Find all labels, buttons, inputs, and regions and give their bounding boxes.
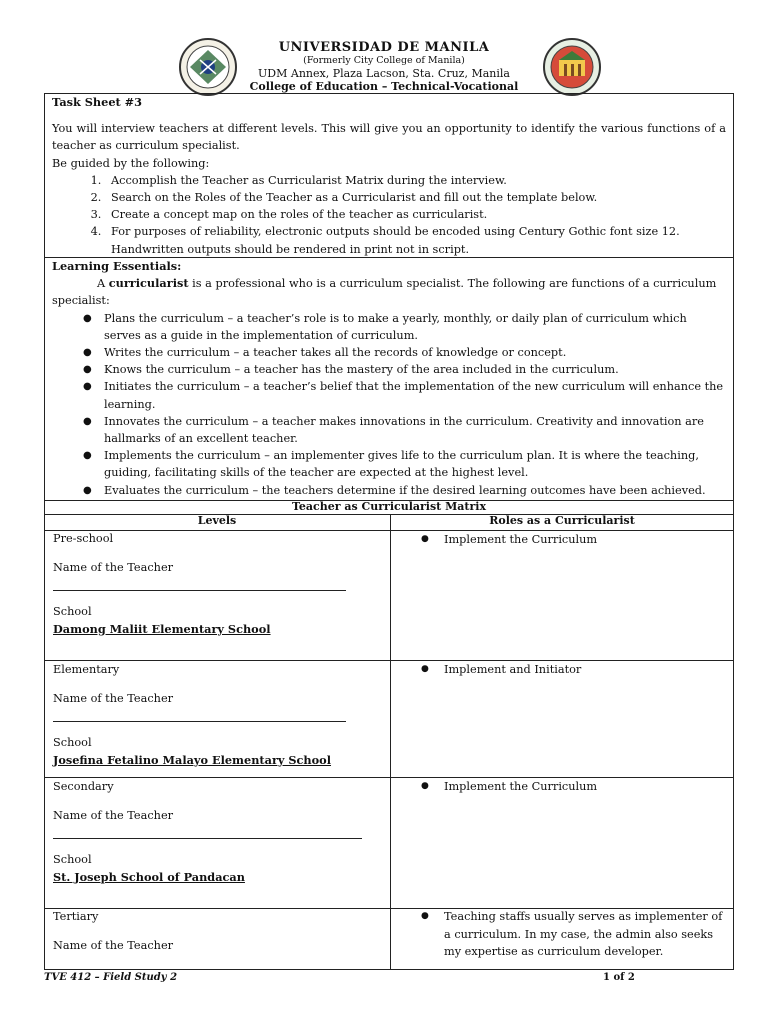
curricularist-term: curricularist [108,276,189,291]
course-name: – Field Study 2 [91,972,178,983]
role-cell [421,908,726,961]
bullet-icon: ● [83,415,92,427]
role-text: Implement the Curriculum [444,533,598,546]
function-text: Evaluates the curriculum – the teachers determine if the desired learning outcomes have been achieved. [104,483,706,497]
school-label: School [53,736,92,749]
task-item: 1. Accomplish the Teacher as Curricularist Matrix during the interview. [105,172,726,189]
teacher-name-label: Name of the Teacher [53,691,174,705]
role-text: Implement and Initiator [444,663,582,676]
task-item: 2. Search on the Roles of the Teacher as a Curricularist and fill out the template below. [105,189,726,206]
function-item [52,413,726,447]
matrix-row-elementary [53,661,383,769]
function-item [52,361,726,378]
role-text: Implement the Curriculum [444,780,598,793]
function-text: Plans the curriculum – a teacher’s role is to make a yearly, monthly, or daily plan of curriculum which serves as a guide in the implementation of curriculum. [104,311,687,342]
university-name: UNIVERSIDAD DE MANILA [278,40,490,55]
course-code: TVE 412 [44,972,92,983]
document-header [0,40,768,94]
bullet-icon: ● [83,347,92,359]
teacher-name-label: Name of the Teacher [53,808,174,822]
bullet-icon: ● [421,534,429,544]
role-cell [421,661,726,679]
school-name: Josefina Fetalino Malayo Elementary School [53,752,332,767]
footer-course [44,972,177,983]
college-name: College of Education – Technical-Vocational [249,80,519,93]
functions-list [52,310,726,499]
lead-post: is a professional who is a curriculum specialist. The following are functions of a curriculum specialist: [52,277,717,308]
bullet-icon: ● [421,911,429,921]
task-item: 3. Create a concept map on the roles of the teacher as curricularist. [105,206,726,223]
school-name: St. Joseph School of Pandacan [53,869,245,884]
roles-header: Roles as a Curricularist [489,514,635,527]
bullet-icon: ● [83,312,92,324]
teacher-name-label: Name of the Teacher [53,560,174,574]
essentials-title: Learning Essentials: [52,259,182,273]
bullet-icon: ● [83,450,92,462]
matrix-row-preschool [53,530,383,638]
function-text: Implements the curriculum – an implementer gives life to the curriculum plan. It is where the teaching, guiding, facilitating skills of the teacher are expected at the highest level. [104,449,699,480]
matrix-row-secondary [53,778,383,886]
level-label: Secondary [53,780,114,793]
teacher-name-label: Name of the Teacher [53,938,174,952]
matrix-title: Teacher as Curricularist Matrix [291,500,487,513]
lead-pre: A [97,277,109,291]
school-label: School [53,605,92,618]
function-text: Knows the curriculum – a teacher has the mastery of the area included in the curriculum. [104,363,619,377]
function-item [52,378,726,412]
function-text: Initiates the curriculum – a teacher’s belief that the implementation of the new curriculum will enhance the learning. [104,380,724,411]
school-label: School [53,853,92,866]
page-number: 1 of 2 [603,972,635,983]
level-label: Elementary [53,663,120,676]
function-item [52,310,726,344]
bullet-icon: ● [83,381,92,393]
formerly-name: (Formerly City College of Manila) [303,55,465,66]
school-name: Damong Maliit Elementary School [53,621,271,636]
essentials-lead [52,275,726,309]
function-item [52,344,726,361]
university-address: UDM Annex, Plaza Lacson, Sta. Cruz, Manila [258,67,510,80]
task-intro: You will interview teachers at different levels. This will give you an opportunity to identify the various functions of a teacher as curriculum specialist. [52,122,726,153]
function-text: Writes the curriculum – a teacher takes all the records of knowledge or concept. [104,346,567,360]
bullet-icon: ● [421,664,429,674]
teacher-name-line [53,838,362,839]
role-cell [421,531,726,549]
role-text: Teaching staffs usually serves as implementer of a curriculum. In my case, the admin also seeks my expertise as curriculum developer. [444,910,723,958]
task-title: Task Sheet #3 [52,95,142,109]
bullet-icon: ● [83,364,92,376]
essentials-section [44,258,734,499]
task-section [44,93,734,258]
function-text: Innovates the curriculum – a teacher makes innovations in the curriculum. Creativity and innovation are hallmarks of an excellent teacher. [104,414,704,446]
task-guided: Be guided by the following: [52,156,210,170]
function-item [52,447,726,481]
task-list [52,172,726,258]
task-item: 4. For purposes of reliability, electronic outputs should be encoded using Century Gothic font size 12. Handwritten outputs should be rendered in print not in script. [105,223,726,257]
bullet-icon: ● [421,781,429,791]
levels-header: Levels [197,514,237,527]
bullet-icon: ● [83,484,92,496]
level-label: Tertiary [53,910,99,923]
column-divider [390,514,391,970]
teacher-name-line [53,721,346,722]
role-cell [421,778,726,796]
matrix-row-tertiary [53,908,383,954]
level-label: Pre-school [53,532,114,545]
teacher-name-line [53,590,346,591]
function-item [52,482,726,499]
